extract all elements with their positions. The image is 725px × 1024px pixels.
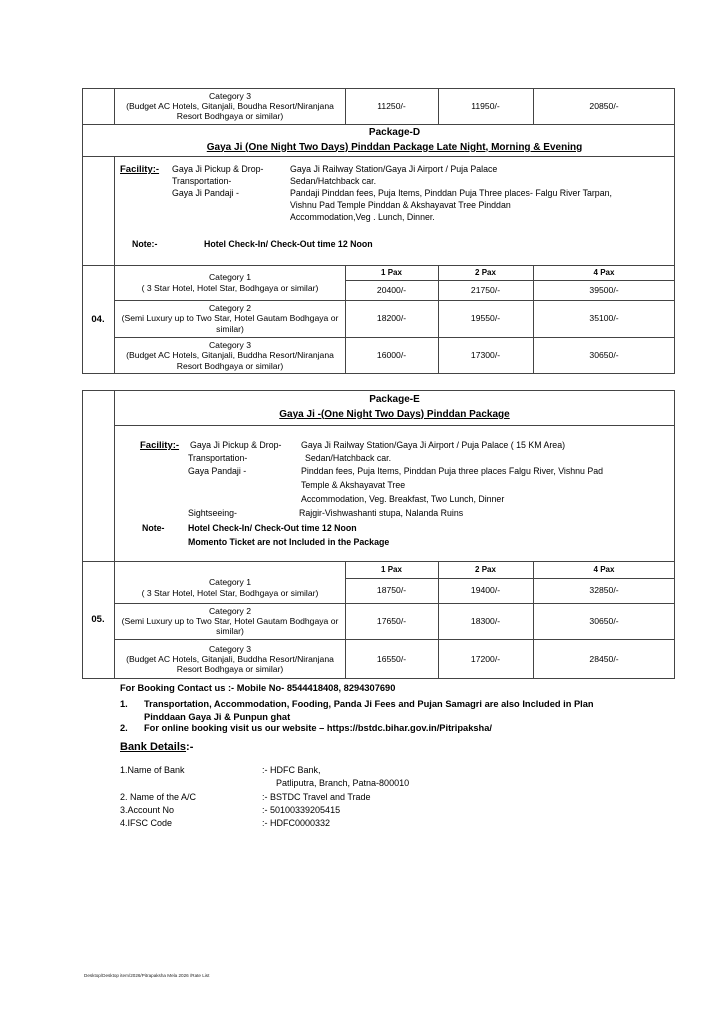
package-e-cat1-price-4pax: 32850/- [589, 585, 619, 596]
package-e-facility-value: Gaya Ji Railway Station/Gaya Ji Airport / Puja Palace ( 15 KM Area) [301, 440, 566, 450]
package-d-cat2-price-2pax: 19550/- [470, 313, 501, 324]
package-e-facility-value: Rajgir-Vishwashanti stupa, Nalanda Ruins [299, 508, 464, 518]
contact-item-1-text: Transportation, Accommodation, Fooding, Panda Ji Fees and Pujan Samagri are also Included in Plan [144, 699, 594, 709]
package-d-cat3-price-2pax: 17300/- [470, 350, 501, 361]
top-cat3-price-1pax: 11250/- [377, 100, 406, 111]
package-d-facility-key: Gaya Ji Pandaji - [172, 188, 239, 198]
package-e-facility-key: Gaya Pandaji - [188, 466, 247, 476]
bank-details-suffix: :- [186, 741, 194, 753]
package-d-cat3-desc: (Budget AC Hotels, Gitanjali, Buddha Resort/Niranjana Resort Bodhgaya or similar) [126, 350, 334, 371]
top-cat3-desc: (Budget AC Hotels, Gitanjali, Boudha Resort/Niranjana Resort Bodhgaya or similar) [126, 100, 334, 122]
package-d-header-1pax: 1 Pax [381, 267, 402, 277]
package-e-cat2-price-1pax: 17650/- [376, 615, 407, 626]
contact-item-2-text: For online booking visit us our website – https://bstdc.bihar.gov.in/Pitripaksha/ [144, 723, 492, 733]
package-d-cat2-name: Category 2 [208, 303, 252, 314]
package-e-cat2-name: Category 2 [208, 605, 252, 616]
package-e-cat1-name: Category 1 [208, 577, 252, 588]
package-d-cat1-name: Category 1 [208, 272, 252, 283]
bank-value: :- BSTDC Travel and Trade [262, 792, 371, 802]
bank-value: :- 50100339205415 [262, 805, 341, 815]
bank-key: 2. Name of the A/C [120, 792, 197, 802]
package-d-header-2pax: 2 Pax [475, 267, 496, 277]
package-d-cat2-price-4pax: 35100/- [589, 313, 619, 324]
package-e-cat2-price-2pax: 18300/- [470, 615, 501, 626]
package-d-facility-label: Facility:- [120, 164, 160, 175]
package-e-facility-key: Sightseeing- [188, 508, 237, 518]
contact-item-1-number: 1. [120, 699, 128, 709]
package-d-header-4pax: 4 Pax [593, 267, 615, 277]
contact-item-1 [120, 698, 680, 724]
top-cat3-name: Category 3 [208, 90, 252, 101]
package-d-facility-value: Vishnu Pad Temple Pinddan & Akshayavat Tree Pinddan [290, 200, 511, 210]
package-e-header-2pax: 2 Pax [475, 564, 496, 574]
package-e-facility-key: Transportation- [188, 453, 248, 463]
package-d-cat1-price-1pax: 20400/- [376, 284, 407, 295]
package-e-note [142, 523, 542, 547]
package-e-header-4pax: 4 Pax [593, 564, 615, 574]
package-d-note [132, 239, 532, 251]
package-e-cat1-desc: ( 3 Star Hotel, Hotel Star, Bodhgaya or similar) [141, 587, 319, 598]
package-e-label: Package-E [369, 394, 420, 405]
package-d-cat2-price-1pax: 18200/- [376, 313, 407, 324]
package-e-cat1-price-1pax: 18750/- [376, 585, 407, 596]
contact-item-2-number: 2. [120, 723, 128, 733]
package-e-title: Gaya Ji -(One Night Two Days) Pinddan Package [279, 408, 510, 420]
package-e-facility-label: Facility:- [140, 440, 180, 451]
package-d-note-label: Note:- [132, 239, 158, 249]
bank-value: :- HDFC0000332 [262, 818, 331, 828]
package-e-cat3-label [115, 639, 345, 679]
footer-path: Desktop/Desktop item/2026/Pitrapaksha Mela 2026 /Rate List [84, 973, 210, 978]
package-d-cat3-name: Category 3 [208, 340, 252, 351]
package-e-cat1-label [115, 572, 345, 603]
top-cat3-price-2pax: 11950/- [471, 100, 500, 111]
package-e-facility-value: Sedan/Hatchback car. [305, 453, 392, 463]
package-e-cat3-price-4pax: 28450/- [589, 653, 619, 664]
package-e-header [114, 393, 675, 422]
package-e-note-2: Momento Ticket are not Included in the Package [188, 537, 390, 547]
package-d-note-text: Hotel Check-In/ Check-Out time 12 Noon [204, 239, 373, 249]
package-d-number: 04. [91, 313, 105, 325]
bank-key: 1.Name of Bank [120, 765, 185, 775]
package-e-note-label: Note- [142, 523, 165, 533]
top-cat3-label [115, 88, 345, 124]
package-e-cat2-desc: (Semi Luxury up to Two Star, Hotel Gautam Bodhgaya or similar) [121, 615, 339, 637]
package-d-cat3-label [115, 337, 345, 374]
package-d-facility-value: Sedan/Hatchback car. [290, 176, 377, 186]
package-d-facility-value: Accommodation,Veg . Lunch, Dinner. [290, 212, 435, 222]
package-d-label: Package-D [368, 127, 421, 138]
package-e-header-1pax: 1 Pax [381, 564, 402, 574]
bank-details-title: Bank Details [120, 741, 187, 753]
package-d-cat1-price-4pax: 39500/- [589, 284, 619, 295]
package-e-facility-key: Gaya Ji Pickup & Drop- [190, 440, 282, 450]
package-d-cat1-price-2pax: 21750/- [470, 284, 501, 295]
contact-item-1-text-cont: Pinddaan Gaya Ji & Punpun ghat [144, 712, 291, 723]
package-e-cat3-desc: (Budget AC Hotels, Gitanjali, Buddha Resort/Niranjana Resort Bodhgaya or similar) [126, 653, 334, 675]
package-d-facility-value: Pandaji Pinddan fees, Puja Items, Pinddan Puja Three places- Falgu River Tarpan, [290, 188, 612, 198]
package-e-cat2-price-4pax: 30650/- [589, 615, 619, 626]
package-d-facility-key: Gaya Ji Pickup & Drop- [172, 164, 264, 174]
package-d-cat1-label [115, 265, 345, 300]
bank-value: Patliputra, Branch, Patna-800010 [276, 778, 410, 788]
package-d-cat2-label [115, 300, 345, 337]
package-d-header [114, 126, 675, 155]
bank-value: :- HDFC Bank, [262, 765, 321, 775]
package-d-cat3-price-4pax: 30650/- [589, 350, 619, 361]
package-e-number: 05. [91, 614, 105, 626]
package-e-facility-value: Temple & Akshayavat Tree [301, 480, 406, 490]
bank-key: 4.IFSC Code [120, 818, 173, 828]
package-e-cat3-price-1pax: 16550/- [376, 653, 407, 664]
package-e-cat3-name: Category 3 [208, 643, 252, 654]
bank-key: 3.Account No [120, 805, 175, 815]
package-e-facility-value: Pinddan fees, Puja Items, Pinddan Puja three places Falgu River, Vishnu Pad [301, 466, 604, 476]
package-d-cat2-desc: (Semi Luxury up to Two Star, Hotel Gautam Bodhgaya or similar) [121, 313, 339, 334]
package-d-cat1-desc: ( 3 Star Hotel, Hotel Star, Bodhgaya or similar) [141, 282, 319, 293]
package-e-cat2-label [115, 603, 345, 639]
package-e-note-1: Hotel Check-In/ Check-Out time 12 Noon [188, 523, 357, 533]
package-e-cat1-price-2pax: 19400/- [470, 585, 501, 596]
contact-item-2 [120, 722, 680, 735]
package-d-facility-key: Transportation- [172, 176, 232, 186]
package-d-title: Gaya Ji (One Night Two Days) Pinddan Package Late Night, Morning & Evening [206, 141, 583, 153]
bank-details-heading [120, 741, 193, 753]
booking-contact: For Booking Contact us :- Mobile No- 8544418408, 8294307690 [120, 683, 396, 693]
top-cat3-price-4pax: 20850/- [589, 100, 619, 111]
package-e-cat3-price-2pax: 17200/- [470, 653, 501, 664]
package-d-cat3-price-1pax: 16000/- [376, 350, 407, 361]
package-d-facility-value: Gaya Ji Railway Station/Gaya Ji Airport / Puja Palace [290, 164, 498, 174]
package-e-facility-value: Accommodation, Veg. Breakfast, Two Lunch, Dinner [301, 494, 505, 504]
